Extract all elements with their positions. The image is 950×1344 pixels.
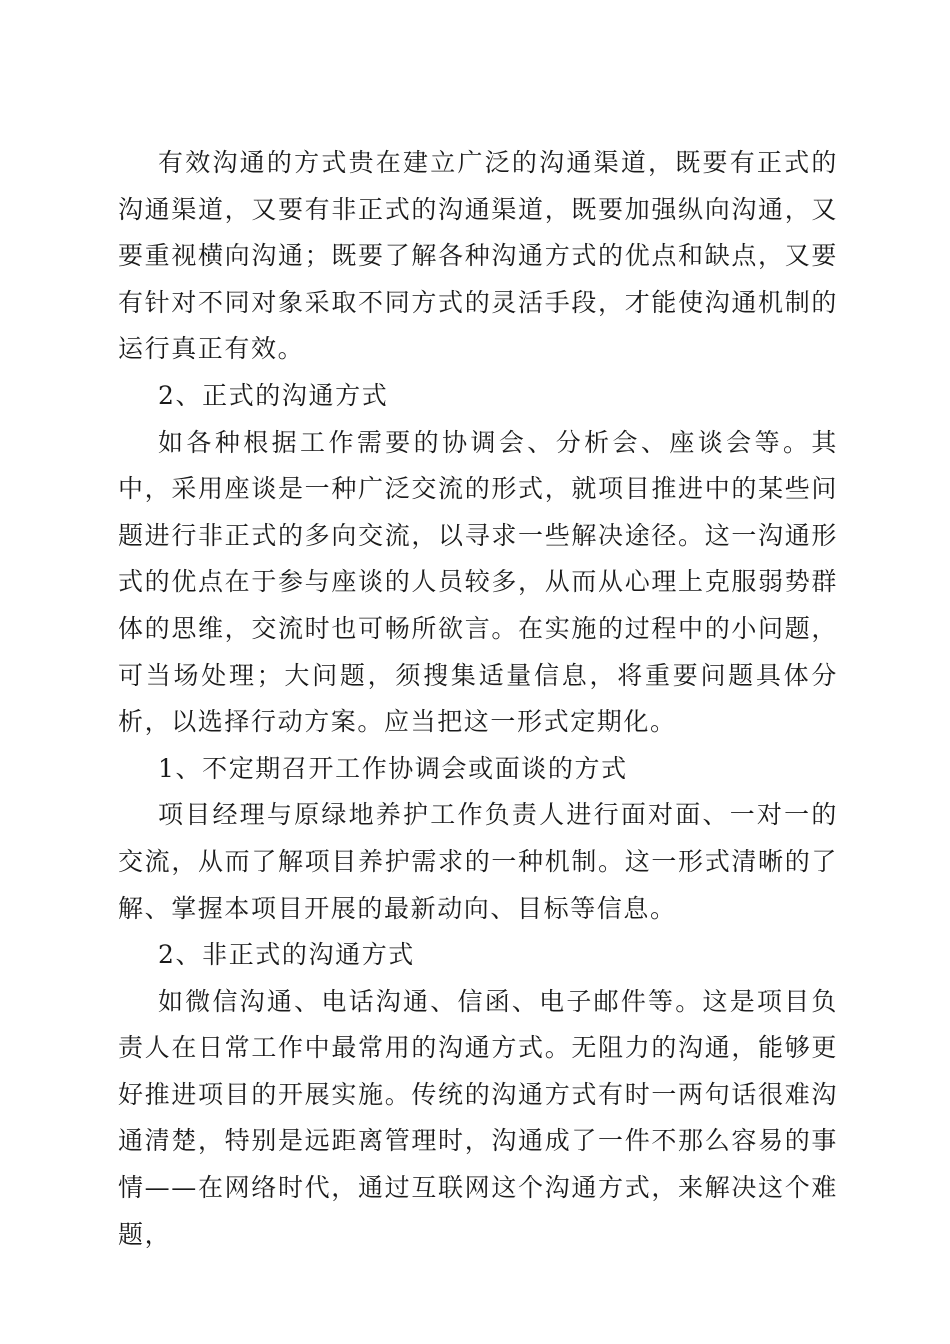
paragraph-informal-channels: 如微信沟通、电话沟通、信函、电子邮件等。这是项目负责人在日常工作中最常用的沟通方式。无阻力的沟通，能够更好推进项目的开展实施。传统的沟通方式有时一两句话很难沟通清楚，特别是远距离管理时，沟通成了一件不那么容易的事情——在网络时代，通过互联网这个沟通方式，来解决这个难题， xyxy=(118,986,838,1249)
document-body xyxy=(118,140,838,1258)
paragraph-channels: 有效沟通的方式贵在建立广泛的沟通渠道，既要有正式的沟通渠道，又要有非正式的沟通渠道，既要加强纵向沟通，又要重视横向沟通；既要了解各种沟通方式的优点和缺点，又要有针对不同对象采取不同方式的灵活手段，才能使沟通机制的运行真正有效。 xyxy=(118,148,838,364)
heading-formal-communication: 2、正式的沟通方式 xyxy=(158,380,389,410)
heading-informal-communication: 2、非正式的沟通方式 xyxy=(158,940,415,970)
heading-irregular-meetings: 1、不定期召开工作协调会或面谈的方式 xyxy=(158,753,628,783)
paragraph-formal-meetings: 如各种根据工作需要的协调会、分析会、座谈会等。其中，采用座谈是一种广泛交流的形式，就项目推进中的某些问题进行非正式的多向交流，以寻求一些解决途径。这一沟通形式的优点在于参与座谈的人员较多，从而从心理上克服弱势群体的思维，交流时也可畅所欲言。在实施的过程中的小问题，可当场处理；大问题，须搜集适量信息，将重要问题具体分析，以选择行动方案。应当把这一形式定期化。 xyxy=(118,427,838,737)
paragraph-face-to-face: 项目经理与原绿地养护工作负责人进行面对面、一对一的交流，从而了解项目养护需求的一种机制。这一形式清晰的了解、掌握本项目开展的最新动向、目标等信息。 xyxy=(118,800,838,923)
